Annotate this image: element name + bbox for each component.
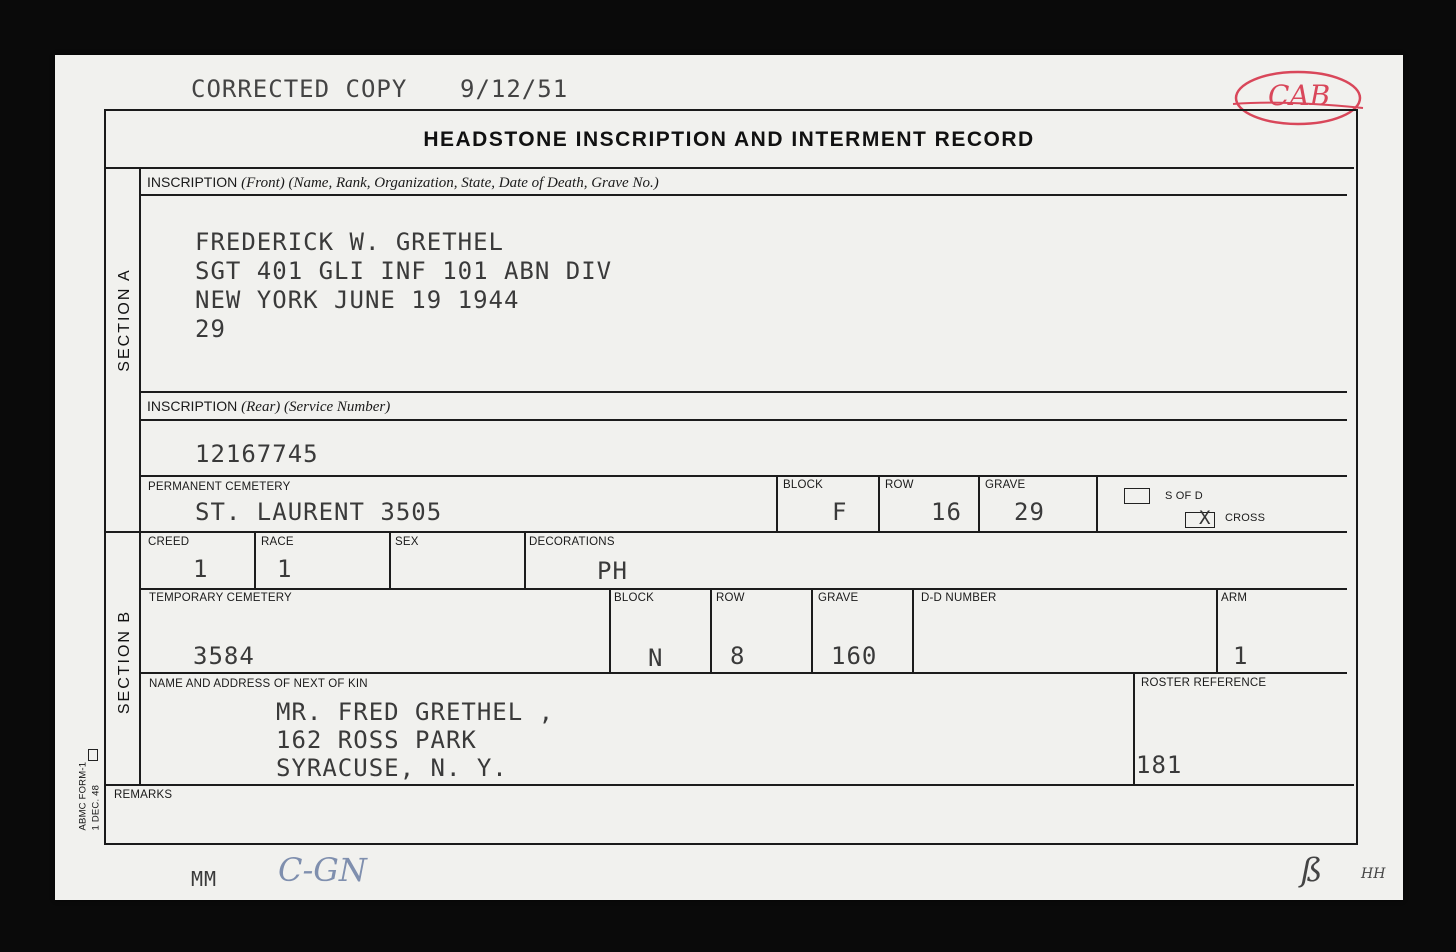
temp-cemetery-value: 3584 <box>193 642 255 670</box>
temp-grave-label: GRAVE <box>818 592 859 604</box>
perm-grave-value: 29 <box>1014 498 1045 526</box>
race-label: RACE <box>261 536 294 548</box>
rear-inscription-label: INSCRIPTION (Rear) (Service Number) <box>147 398 391 415</box>
sex-label: SEX <box>395 536 419 548</box>
temp-block-label: BLOCK <box>614 592 654 604</box>
creed-value: 1 <box>193 555 209 583</box>
arm-value: 1 <box>1233 642 1249 670</box>
section-b-label: SECTION B <box>116 609 133 715</box>
perm-block-label: BLOCK <box>783 479 823 491</box>
perm-block-value: F <box>832 498 848 526</box>
decorations-label: DECORATIONS <box>529 536 615 548</box>
front-inscription-label: INSCRIPTION (Front) (Name, Rank, Organization, State, Date of Death, Grave No.) <box>147 174 659 191</box>
dd-number-label: D-D NUMBER <box>921 592 997 604</box>
corrected-date: 9/12/51 <box>460 75 569 103</box>
temp-row-value: 8 <box>730 642 746 670</box>
creed-label: CREED <box>148 536 190 548</box>
perm-row-value: 16 <box>931 498 962 526</box>
form-id-box <box>88 749 98 761</box>
next-of-kin-text: MR. FRED GRETHEL , 162 ROSS PARK SYRACUSE, N. Y. <box>276 698 555 782</box>
decorations-value: PH <box>597 557 628 585</box>
footer-right-initials: ß <box>1301 851 1323 889</box>
race-value: 1 <box>277 555 293 583</box>
corrected-copy-label: CORRECTED COPY <box>191 75 408 103</box>
page-title: HEADSTONE INSCRIPTION AND INTERMENT RECORD <box>423 128 1035 151</box>
footer-handwritten-initials: C-GN <box>278 851 367 889</box>
service-number: 12167745 <box>195 440 319 468</box>
record-card <box>55 55 1403 900</box>
perm-grave-label: GRAVE <box>985 479 1026 491</box>
form-id-line2: 1 DEC. 48 <box>90 784 102 831</box>
roster-reference-label: ROSTER REFERENCE <box>1141 677 1267 689</box>
s-of-d-checkbox[interactable] <box>1124 488 1150 504</box>
footer-right-mark: HH <box>1361 866 1386 882</box>
roster-reference-value: 181 <box>1136 751 1183 779</box>
perm-row-label: ROW <box>885 479 914 491</box>
permanent-cemetery-value: ST. LAURENT 3505 <box>195 498 443 526</box>
arm-label: ARM <box>1221 592 1248 604</box>
next-of-kin-label: NAME AND ADDRESS OF NEXT OF KIN <box>149 678 368 690</box>
front-inscription-text: FREDERICK W. GRETHEL SGT 401 GLI INF 101 ABN DIV NEW YORK JUNE 19 1944 29 <box>195 228 613 343</box>
svg-text:CAB: CAB <box>1268 79 1331 112</box>
temp-cemetery-label: TEMPORARY CEMETERY <box>149 592 292 604</box>
cross-check-mark: X <box>1199 507 1211 529</box>
temp-grave-value: 160 <box>831 642 878 670</box>
footer-mm: MM <box>191 867 218 891</box>
cross-label: CROSS <box>1225 512 1266 524</box>
temp-row-label: ROW <box>716 592 745 604</box>
permanent-cemetery-label: PERMANENT CEMETERY <box>148 481 291 493</box>
section-a-label: SECTION A <box>116 268 133 372</box>
remarks-label: REMARKS <box>114 789 173 801</box>
s-of-d-label: S OF D <box>1165 490 1203 502</box>
temp-block-value: N <box>648 644 664 672</box>
form-id-line1: ABMC FORM-1 <box>77 761 89 831</box>
